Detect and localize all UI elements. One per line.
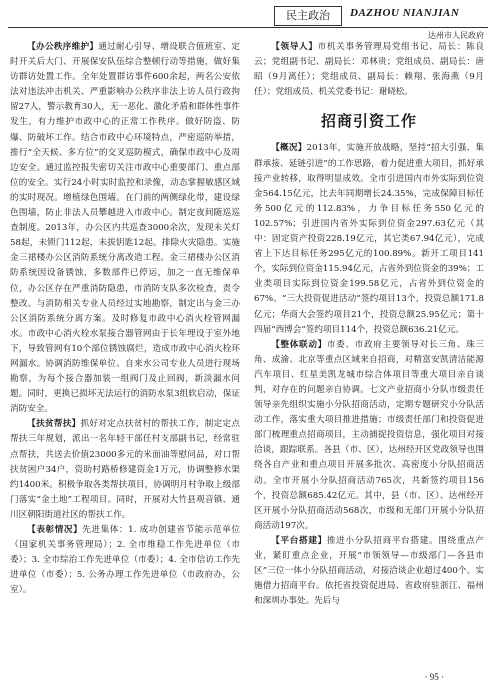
section-tag: 民主政治 [274, 6, 342, 26]
poverty-aid-text: 抓好对定点扶贫村的帮扶工作，制定定点帮扶三年规划，派出一名年轻干部任村支部副书记，经常驻点帮扶，共送去价值23000多元的米面油等慰问品，对口帮扶贫困户34户，资助村路桥修建资金1万元，协调整修水渠约1400米。积极争取各类帮扶项目，协调明月村争取上级部门落实“金土地”工程项目。同时，开展对大竹县观音镇、通川区朝阳街道社区的帮扶工作。 [10, 419, 240, 520]
coordination-heading: 【整体联动】 [271, 339, 327, 350]
page-header [0, 0, 496, 44]
overview-paragraph [254, 141, 484, 337]
leaders-heading: 【领导人】 [271, 42, 318, 52]
page-number: · 95 · [424, 672, 444, 682]
article-title: 招商引资工作 [320, 112, 417, 131]
left-column [10, 40, 240, 598]
poverty-aid-paragraph [10, 417, 240, 523]
awards-text: 先进集体：1. 成功创建省节能示范单位（国家机关事务管理局）；2. 全市维稳工作先进单位（市委）；3. 全市综治工作先进单位（市委）；4. 全市信访工作先进单位（市委）；5. 公务办理工作先进单位（市政府办，公室）。 [10, 525, 240, 596]
coordination-paragraph [254, 338, 484, 534]
platform-heading: 【平台搭建】 [271, 535, 327, 546]
coordination-text: 市委、市政府主要领导对长三角、珠三角、成渝、北京等重点区域来自招商，对精富安凯清洁能源汽车项目、红星美凯龙城市综合体项目等重大项目亲自谈判，对存在的问题亲自协调。七文产业招商小分队市级责任领导亲先组织实施小分队招商活动，定期专题研究小分队活动工作，落实重大项目推进措施；市级责任部门和投资促进部门梳理重点招商项目，主动捕捉投资信息，强化项目对接洽谈，跟踪联系。各县（市、区），达州经开区党政领导也围绕各自产业和重点项目开展多批次、高密度小分队招商活动。全市开展小分队招商活动765次，共新签约项目156个，投资总额685.42亿元。其中，县（市、区）、达州经开区开展小分队招商活动568次，市级和无部门开展小分队招商活动197次。 [254, 339, 484, 531]
leaders-text: 市机关事务管理局党组书记、局长：陈良云；党组副书记、副局长：邓林贵；党组成员、副局长：唐昭（9月离任）；党组成员、副局长：赖翔、张海燕（9月任）；党组成员、机关党委书记：谢晓松。 [254, 42, 484, 98]
office-order-paragraph [10, 40, 240, 417]
leaders-paragraph [254, 40, 484, 100]
right-column [254, 40, 484, 609]
journal-title-en: DAZHOU NIANJIAN [350, 7, 460, 19]
office-order-text: 通过耐心引导、增设联合值班室、定时开关后大门、开展保安队伍综合整顿行动等措施，做好集访群访处置工作。全年处置群访事件600余起，两名公安依法对违法冲击机关、严重影响办公秩序非法上访人员行政拘留27人，警示教育30人，无一恶化、激化矛盾和群体性事件发生，有力维护市政中心的正常工作秩序。做好防盗、防爆、防破坏工作。结合市政中心环境特点，严密巡防举措，推行“全天候、多方位”的交叉巡防模式，确保市政中心及周边安全。通过监控报失密切关注市政中心重要部门、重点部位的安全。实行24小时实时监控和录像，动态掌握敏感区域的实时现况。增植绿色围墙。在门前的两侧绿化带，建设绿色围墙，防止非法人员攀越进入市政中心。制定夜间随巡巡查制度。2013年，办公区内共巡查3000余次，发现未关灯58起，未锁门112起，未拔钥匙12起。排除火灾隐患。实施金三裙楼办公区消防系统分离改造工程。金三裙楼办公区消防系统因设备锈蚀，多数部件已停运，加之一直无维保单位，办公区存在严重消防隐患，市消防支队多次检查，责令整改。与消防相关专业人员经过实地勘察，制定出与金三办公区消防系统分离方案。及时修复市政中心消火栓管网漏水。市政中心消火栓水泵接合器管网由于长年埋设于室外地下，导致管网有10个部位锈蚀腐烂，造成市政中心消火栓环网漏水。协调消防维保单位、自来水公司专业人员进行现场勘察，为每个接合器加装一组阀门及止回阀，新淡漏水问题。同时，更换已损坏无法运行的消防水泵3组软启动，保证消防安全。 [10, 42, 240, 415]
poverty-aid-heading: 【扶贫帮扶】 [27, 419, 81, 430]
awards-heading: 【表彰情况】 [27, 525, 83, 535]
overview-text: 2013年，实施开放战略，坚持“招大引强、集群承接、延链引进”的工作思路，着力促进重大项目，抓好承接产业转移，取得明显成效。全市引进国内市外实际到位资金564.15亿元，比去年同期增长24.35%，完成保障目标任务500亿元的112.83%，力争目标任务550亿元的102.57%；引进国内省外实际到位资金297.63亿元（其中：固定资产投资228.19亿元，其它类67.94亿元），完成省上下达目标任务295亿元的100.89%。新开工项目141个，实际到位资金115.94亿元，占省外到位资金的39%；工业类项目实际到位资金199.58亿元，占省外到位资金的67%。“三大投资促进活动”签约项目13个，投资总额171.8亿元；华商大会签约项目21个，投资总额25.95亿元；第十四届“西博会”签约项目114个，投资总额636.21亿元。 [254, 143, 484, 335]
awards-paragraph [10, 523, 240, 598]
journal-subtitle: 达州市人民政府 [428, 31, 484, 40]
overview-heading: 【概况】 [271, 143, 307, 154]
platform-text: 推进小分队招商平台搭建。围绕重点产业，紧盯重点企业，开展“市领领导—市级部门—各县市区”三位一体小分队招商活动，对接洽谈企业超过400个。实施借力招商平台。依托省投资促进局、省政府驻浙江、福州和深圳办事处。先后与 [254, 535, 484, 607]
platform-paragraph [254, 534, 484, 609]
header-rule [8, 27, 488, 28]
office-order-heading: 【办公秩序维护】 [27, 42, 99, 52]
